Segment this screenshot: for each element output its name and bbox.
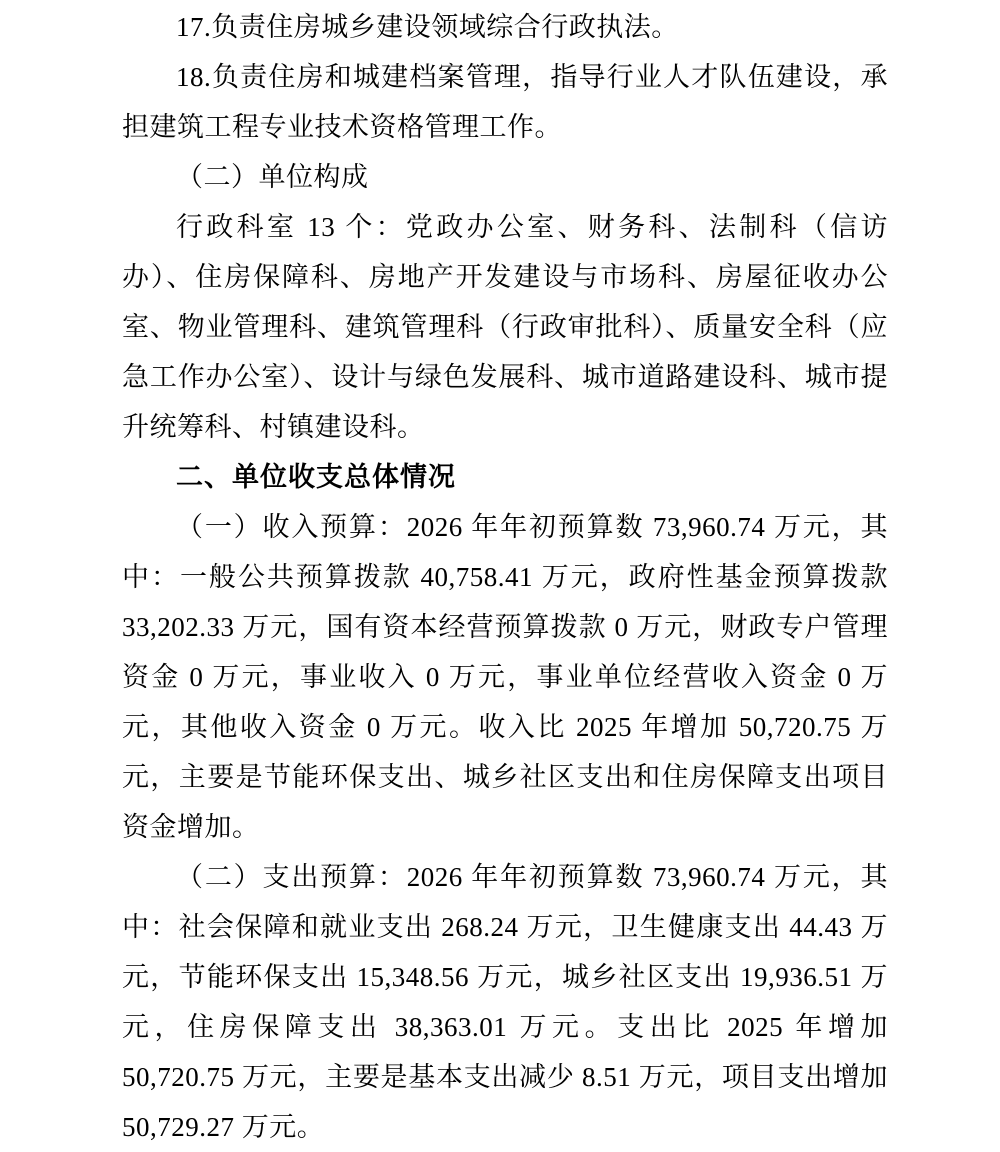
duty-item-17: 17.负责住房城乡建设领域综合行政执法。 <box>176 12 679 42</box>
duty-item-18: 18.负责住房和城建档案管理，指导行业人才队伍建设，承担建筑工程专业技术资格管理工作。 <box>122 62 888 142</box>
expenditure-budget-paragraph: （二）支出预算：2026 年年初预算数 73,960.74 万元，其中：社会保障和就业支出 268.24 万元，卫生健康支出 44.43 万元，节能环保支出 15,348.56 万元，城乡社区支出 19,936.51 万元，住房保障支出 38,363.01 万元。支出比 2025 年增加 50,720.75 万元，主要是基本支出减少 8.51 万元，项目支出增加 50,729.27 万元。 <box>122 862 888 1142</box>
document-content <box>122 0 888 1152</box>
section-heading-revenue-expenditure: 二、单位收支总体情况 <box>176 462 456 492</box>
unit-composition-paragraph: 行政科室 13 个：党政办公室、财务科、法制科（信访办）、住房保障科、房地产开发建设与市场科、房屋征收办公室、物业管理科、建筑管理科（行政审批科）、质量安全科（应急工作办公室）、设计与绿色发展科、城市道路建设科、城市提升统筹科、村镇建设科。 <box>122 212 888 442</box>
income-budget-paragraph: （一）收入预算：2026 年年初预算数 73,960.74 万元，其中：一般公共预算拨款 40,758.41 万元，政府性基金预算拨款 33,202.33 万元，国有资本经营预算拨款 0 万元，财政专户管理资金 0 万元，事业收入 0 万元，事业单位经营收入资金 0 万元，其他收入资金 0 万元。收入比 2025 年增加 50,720.75 万元，主要是节能环保支出、城乡社区支出和住房保障支出项目资金增加。 <box>122 512 888 842</box>
subsection-title-unit-composition: （二）单位构成 <box>176 162 369 192</box>
